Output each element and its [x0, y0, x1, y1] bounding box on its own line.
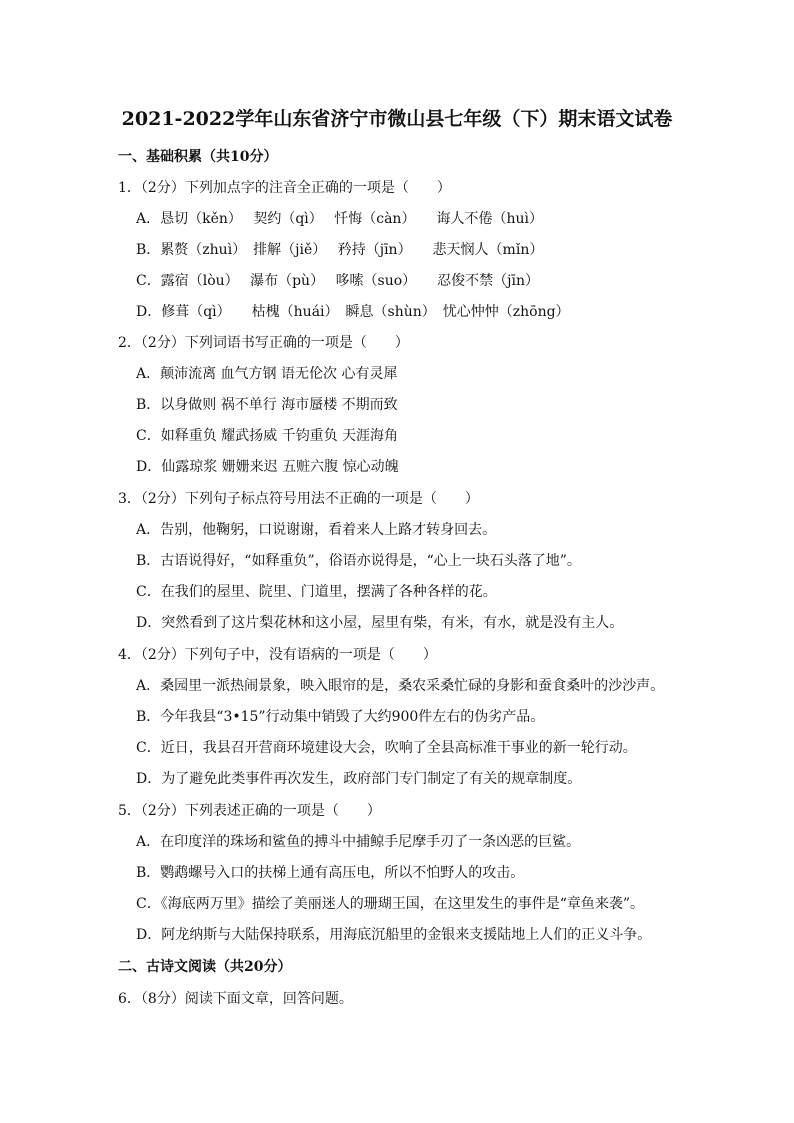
question-1-option-a: A．恳切（kěn） 契约（qì） 忏悔（càn） 诲人不倦（huì）	[136, 211, 543, 227]
question-5-option-c: C．《海底两万里》描绘了美丽迷人的珊瑚王国，在这里发生的事件是“章鱼来袭”。	[136, 896, 645, 912]
question-3-option-d: D．突然看到了这片梨花林和这小屋，屋里有柴，有米，有水，就是没有主人。	[136, 615, 624, 631]
question-4-option-c: C．近日，我县召开营商环境建设大会，吹响了全县高标准干事业的新一轮行动。	[136, 740, 637, 756]
question-1-option-b: B．累赘（zhuì） 排解（jiě） 矜持（jīn） 悲天悯人（mǐn）	[136, 242, 544, 258]
question-4-option-a: A．桑园里一派热闹景象，映入眼帘的是，桑农采桑忙碌的身影和蚕食桑叶的沙沙声。	[136, 678, 665, 694]
question-2-option-a: A．颠沛流离 血气方钢 语无伦次 心有灵犀	[136, 366, 398, 382]
question-3-option-b: B．古语说得好，“如释重负”，俗语亦说得是，“心上一块石头落了地”。	[136, 553, 581, 569]
question-3-option-a: A．告别，他鞠躬，口说谢谢，看着来人上路才转身回去。	[136, 522, 497, 538]
section-heading-basics: 一、基础积累（共10分）	[118, 149, 278, 165]
question-1-stem: 1．（2分）下列加点字的注音全正确的一项是（ ）	[118, 180, 451, 196]
question-1-option-c: C．露宿（lòu） 瀑布（pù） 哆嗦（suo） 忍俊不禁（jīn）	[136, 273, 539, 289]
question-5-option-b: B．鹦鹉螺号入口的扶梯上通有高压电，所以不怕野人的攻击。	[136, 865, 525, 881]
question-2-stem: 2．（2分）下列词语书写正确的一项是（ ）	[118, 335, 409, 351]
question-3-stem: 3．（2分）下列句子标点符号用法不正确的一项是（ ）	[118, 491, 479, 507]
question-2-option-c: C．如释重负 耀武扬威 千钧重负 天涯海角	[136, 428, 399, 444]
question-3-option-c: C．在我们的屋里、院里、门道里，摆满了各种各样的花。	[136, 584, 497, 600]
question-1-option-d: D．修葺（qì） 枯槐（huái） 瞬息（shùn） 忧心忡忡（zhōng）	[136, 304, 570, 320]
section-heading-classical-reading: 二、古诗文阅读（共20分）	[118, 959, 292, 975]
question-5-option-a: A．在印度洋的珠场和鲨鱼的搏斗中捕鲸手尼摩手刃了一条凶恶的巨鲨。	[136, 834, 581, 850]
question-4-option-d: D．为了避免此类事件再次发生，政府部门专门制定了有关的规章制度。	[136, 771, 582, 787]
question-4-stem: 4．（2分）下列句子中，没有语病的一项是（ ）	[118, 647, 437, 663]
question-5-stem: 5．（2分）下列表述正确的一项是（ ）	[118, 803, 381, 819]
page-title: 2021-2022学年山东省济宁市微山县七年级（下）期末语文试卷	[121, 108, 673, 130]
question-2-option-b: B．以身做则 祸不单行 海市蜃楼 不期而致	[136, 397, 398, 413]
question-4-option-b: B．今年我县“3•15”行动集中销毁了大约900件左右的伪劣产品。	[136, 709, 545, 725]
question-6-stem: 6．（8分）阅读下面文章，回答问题。	[118, 991, 353, 1007]
question-5-option-d: D．阿龙纳斯与大陆保持联系，用海底沉船里的金银来支援陆地上人们的正义斗争。	[136, 927, 652, 943]
question-2-option-d: D．仙露琼浆 姗姗来迟 五赃六腹 惊心动魄	[136, 459, 399, 475]
